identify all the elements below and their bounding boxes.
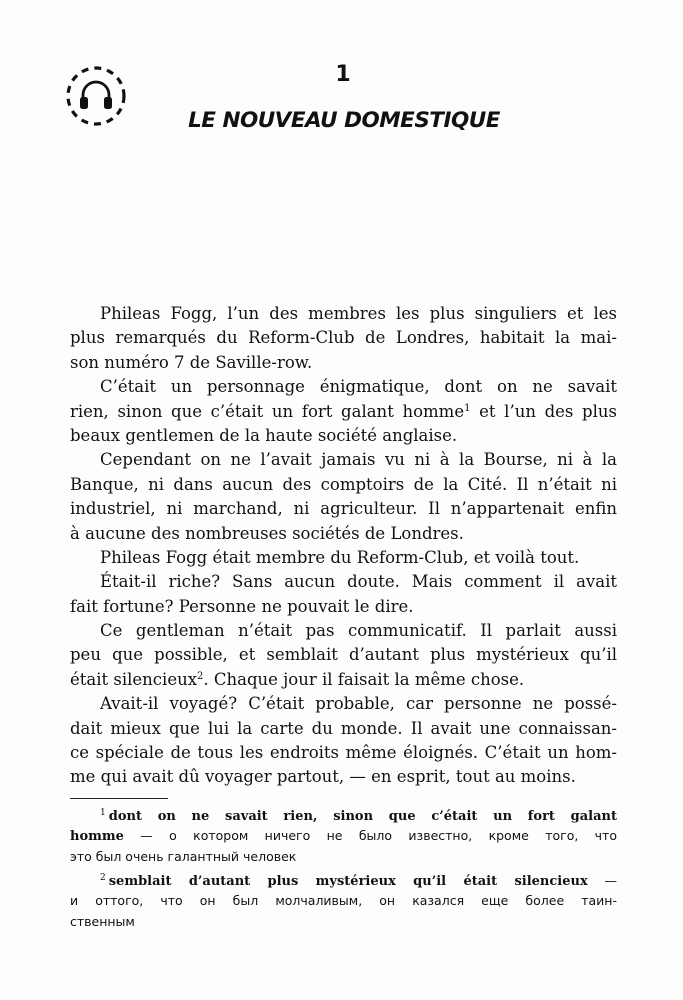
footnote-translation: — о котором ничего не было известно, кроме того, что (123, 827, 617, 843)
footnote-translation: — (587, 873, 617, 889)
text-line: Phileas Fogg était membre du Reform-Club, et voilà tout. (100, 547, 580, 567)
footnotes (70, 803, 617, 933)
chapter-number: 1 (335, 62, 351, 87)
footnote-line (70, 825, 617, 847)
footnote-line (70, 846, 617, 868)
text-line: Ce gentleman n’était pas communicatif. Il parlait aussi (100, 621, 617, 641)
text-line: industriel, ni marchand, ni agriculteur. Il n’appartenait enfin (70, 499, 617, 519)
footnote-term: dont on ne savait rien, sinon que c’était un fort galant (108, 809, 617, 824)
footnote-ref[interactable]: 1 (464, 402, 471, 414)
footnote-line (70, 890, 617, 912)
headphones-icon[interactable] (64, 64, 128, 128)
footnote-ref[interactable]: 2 (197, 670, 204, 682)
text-line: Avait-il voyagé? C’était probable, car personne ne possé- (100, 694, 617, 714)
text-line: fait fortune? Personne ne pouvait le dire. (70, 596, 414, 616)
text-line: me qui avait dû voyager partout, — en esprit, tout au moins. (70, 767, 576, 787)
text-line: C’était un personnage énigmatique, dont on ne savait (100, 377, 617, 397)
text-fragment: et l’un des plus (479, 401, 617, 421)
footnote-translation: ственным (70, 914, 135, 930)
text-line: dait mieux que lui la carte du monde. Il avait une connaissan- (70, 718, 617, 738)
text-line: ce spéciale de tous les endroits même éloignés. C’était un hom- (70, 743, 617, 763)
text-line: Cependant on ne l’avait jamais vu ni à la Bourse, ni à la (100, 450, 617, 470)
footnote-number: 2 (100, 873, 106, 884)
text-line: beaux gentlemen de la haute société anglaise. (70, 425, 458, 445)
text-fragment: rien, sinon que c’était un fort galant homme (70, 401, 465, 421)
footnote-line (70, 868, 617, 890)
text-line: Était-il riche? Sans aucun doute. Mais comment il avait (100, 572, 617, 592)
text-line: peu que possible, et semblait d’autant plus mystérieux qu’il (70, 645, 617, 665)
text-line: Banque, ni dans aucun des comptoirs de la Cité. Il n’était ni (70, 474, 617, 494)
footnote-term: semblait d’autant plus mystérieux qu’il était silencieux (108, 874, 588, 890)
text-line (70, 400, 617, 424)
text-line: Phileas Fogg, l’un des membres les plus singuliers et les (100, 304, 617, 323)
footnote-divider (70, 798, 168, 799)
text-line (70, 668, 617, 692)
footnote-term: homme (70, 828, 124, 844)
text-line: plus remarqués du Reform-Club de Londres, habitait la mai- (70, 328, 617, 348)
chapter-body (70, 302, 617, 790)
chapter-title: LE NOUVEAU DOMESTIQUE (188, 108, 500, 133)
footnote-line (70, 803, 617, 825)
text-fragment: était silencieux (70, 669, 198, 689)
footnote-translation: это был очень галантный человек (70, 849, 297, 865)
text-line: son numéro 7 de Saville-row. (70, 352, 313, 372)
text-line: à aucune des nombreuses sociétés de Londres. (70, 523, 464, 543)
footnote-translation: и оттого, что он был молчаливым, он казался еще более таин- (70, 892, 617, 908)
footnote-number: 1 (100, 808, 106, 818)
footnote-line (70, 911, 617, 933)
text-fragment: . Chaque jour il faisait la même chose. (203, 669, 525, 689)
